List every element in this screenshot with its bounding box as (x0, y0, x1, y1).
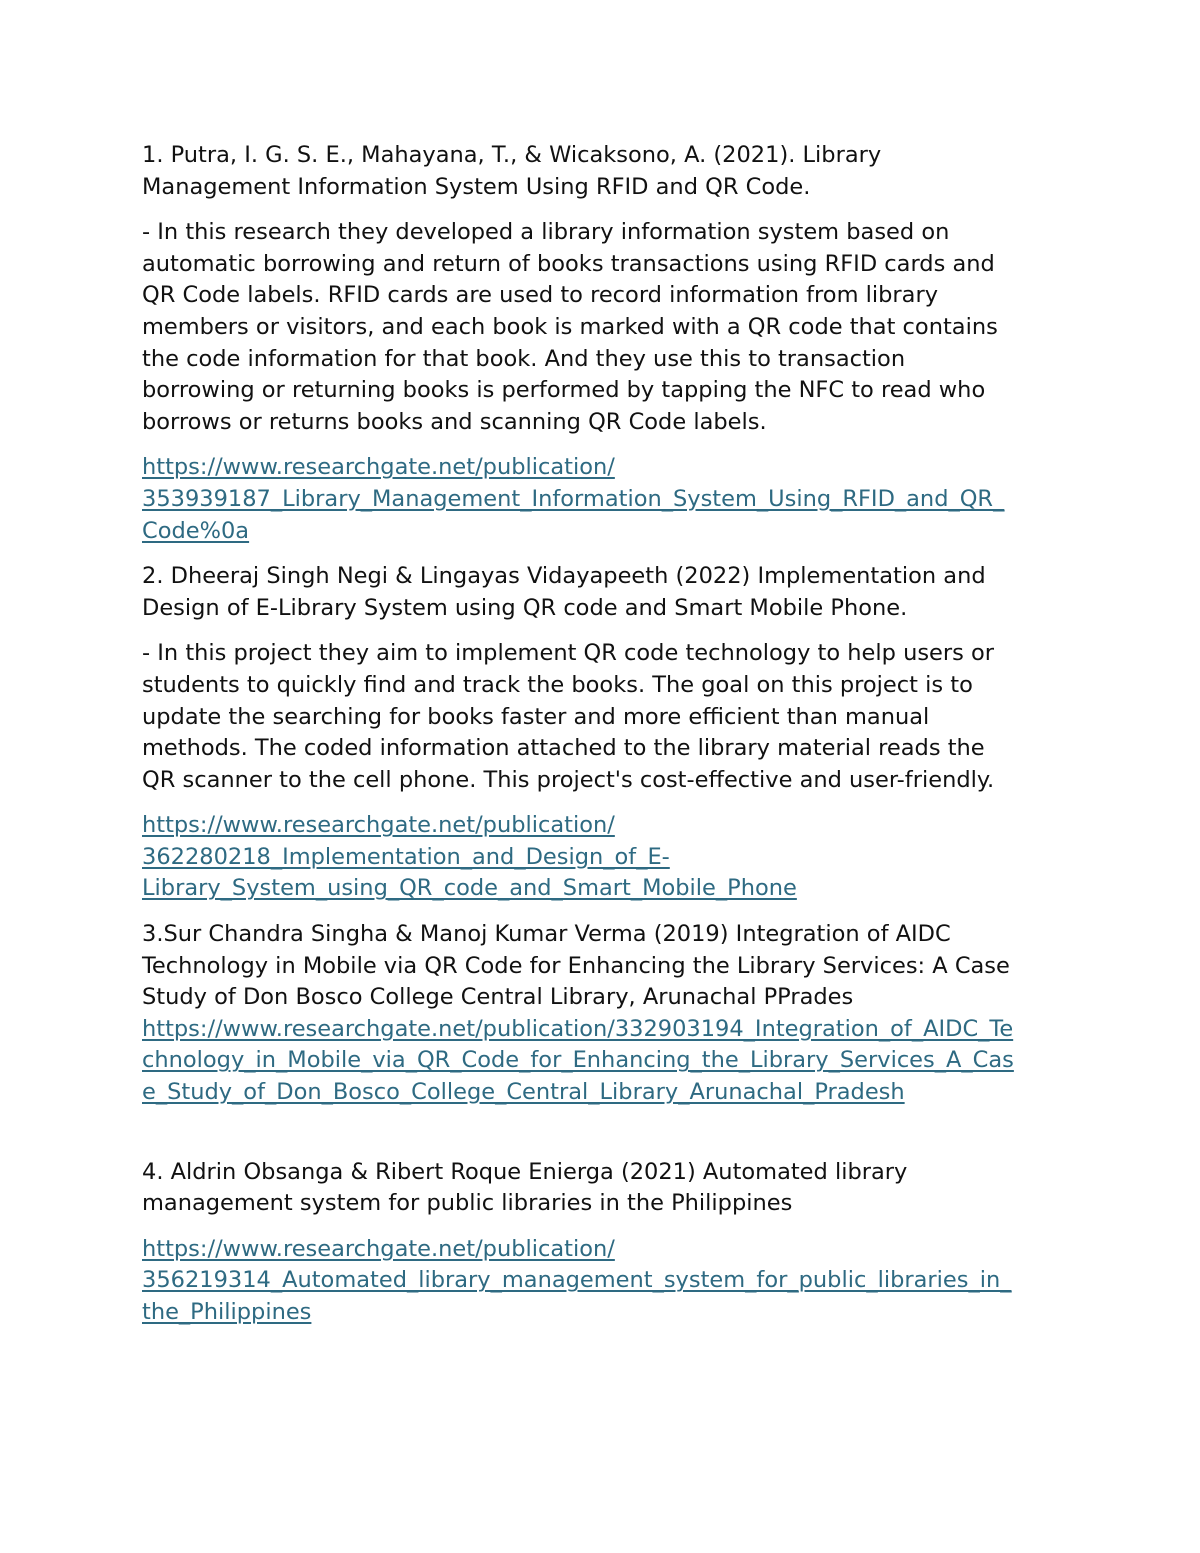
reference-link-2-line-1[interactable]: https://www.researchgate.net/publication/ (142, 812, 615, 839)
summary-2-line-4: methods. The coded information attached to the library material reads the (142, 735, 985, 762)
citation-2-line-2: Design of E-Library System using QR code and Smart Mobile Phone. (142, 594, 908, 621)
reference-link-1-line-1[interactable]: https://www.researchgate.net/publication/ (142, 454, 615, 481)
reference-link-2[interactable] (142, 810, 1062, 905)
citation-4-line-2: management system for public libraries in the Philippines (142, 1190, 793, 1217)
reference-link-3-line-1[interactable]: https://www.researchgate.net/publication/332903194_Integration_of_AIDC_Te (142, 1015, 1014, 1042)
reference-link-4-line-2[interactable]: 356219314_Automated_library_management_system_for_public_libraries_in_ (142, 1267, 1012, 1294)
reference-link-2-line-2[interactable]: 362280218_Implementation_and_Design_of_E- (142, 843, 670, 870)
summary-1-line-5: the code information for that book. And they use this to transaction (142, 345, 906, 372)
reference-link-1-line-2[interactable]: 353939187_Library_Management_Information_System_Using_RFID_and_QR_ (142, 485, 1005, 512)
citation-4-line-1: 4. Aldrin Obsanga & Ribert Roque Enierga (2021) Automated library (142, 1158, 908, 1185)
citation-1-line-2: Management Information System Using RFID and QR Code. (142, 173, 811, 200)
summary-1 (142, 217, 1062, 438)
citation-2 (142, 561, 1062, 624)
summary-1-line-1: - In this research they developed a library information system based on (142, 219, 950, 246)
summary-2-line-3: update the searching for books faster and more efficient than manual (142, 703, 930, 730)
reference-link-4[interactable] (142, 1234, 1062, 1329)
citation-3-line-1: 3.Sur Chandra Singha & Manoj Kumar Verma (2019) Integration of AIDC (142, 921, 951, 948)
citation-4 (142, 1157, 1062, 1220)
summary-1-line-2: automatic borrowing and return of books transactions using RFID cards and (142, 250, 995, 277)
document-body (142, 140, 1062, 1343)
reference-link-1[interactable] (142, 452, 1062, 547)
citation-3-line-3: Study of Don Bosco College Central Library, Arunachal PPrades (142, 984, 854, 1011)
reference-link-2-line-3[interactable]: Library_System_using_QR_code_and_Smart_Mobile_Phone (142, 875, 797, 902)
reference-link-1-line-3[interactable]: Code%0a (142, 517, 250, 544)
reference-link-3-line-2[interactable]: chnology_in_Mobile_via_QR_Code_for_Enhancing_the_Library_Services_A_Cas (142, 1047, 1014, 1074)
reference-link-4-line-3[interactable]: the_Philippines (142, 1299, 312, 1325)
reference-link-3-line-3[interactable]: e_Study_of_Don_Bosco_College_Central_Library_Arunachal_Pradesh (142, 1079, 905, 1106)
citation-1 (142, 140, 1062, 203)
reference-link-3[interactable] (142, 1014, 1062, 1109)
reference-link-4-line-1[interactable]: https://www.researchgate.net/publication/ (142, 1235, 615, 1262)
citation-3-line-2: Technology in Mobile via QR Code for Enhancing the Library Services: A Case (142, 952, 1010, 979)
summary-1-line-3: QR Code labels. RFID cards are used to record information from library (142, 282, 939, 309)
summary-2-line-1: - In this project they aim to implement QR code technology to help users or (142, 640, 995, 667)
summary-1-line-4: members or visitors, and each book is marked with a QR code that contains (142, 313, 998, 340)
summary-1-line-7: borrows or returns books and scanning QR Code labels. (142, 408, 767, 435)
citation-2-line-1: 2. Dheeraj Singh Negi & Lingayas Vidayapeeth (2022) Implementation and (142, 563, 986, 590)
summary-2-line-5: QR scanner to the cell phone. This project's cost-effective and user-friendly. (142, 766, 995, 793)
summary-2-line-2: students to quickly find and track the books. The goal on this project is to (142, 671, 973, 698)
citation-3 (142, 919, 1062, 1014)
citation-1-line-1: 1. Putra, I. G. S. E., Mahayana, T., & Wicaksono, A. (2021). Library (142, 142, 882, 168)
summary-2 (142, 638, 1062, 796)
summary-1-line-6: borrowing or returning books is performed by tapping the NFC to read who (142, 377, 986, 404)
blank-spacer (142, 1109, 1062, 1157)
